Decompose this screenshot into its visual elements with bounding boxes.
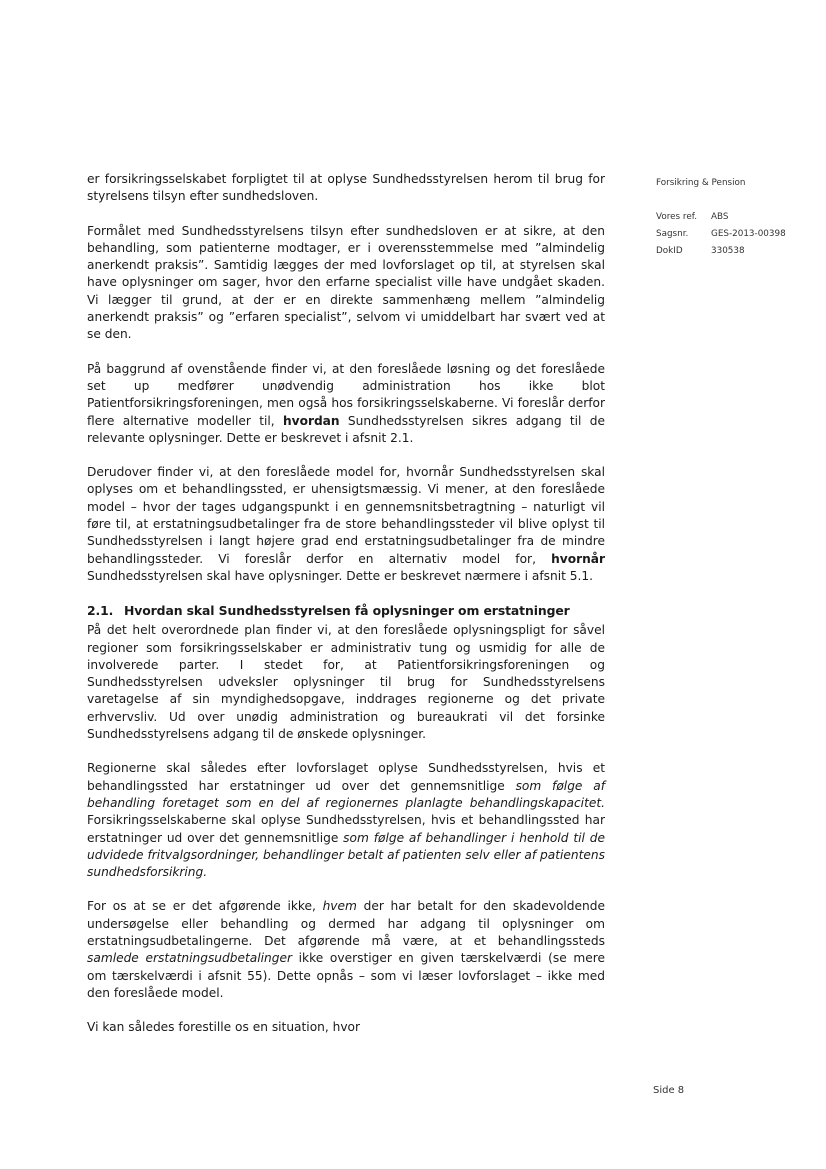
reference-label: Vores ref.: [656, 212, 698, 222]
emphasis-bold: hvordan: [282, 413, 340, 428]
case-number-value: GES-2013-00398: [711, 229, 786, 239]
section-title: Hvordan skal Sundhedsstyrelsen få oplysninger om erstatninger: [124, 603, 570, 619]
paragraph: Derudover finder vi, at den foreslåede model for, hvornår Sundhedsstyrelsen skal oplyses om et behandlingssted, er uhensigtsmæssig. Vi mener, at den foreslåede model – hvor der tages udgangspunkt i en gennemsnitsbetragtning – naturligt vil føre til, at erstatningsudbetalinger fra de store behandlingssteder vil blive oplyst til Sundhedsstyrelsen i langt højere grad end erstatningsudbetalinger fra de mindre behandlingssteder. Vi foreslår derfor en alternativ model for, hvornår Sundhedsstyrelsen skal have oplysninger. Dette er beskrevet nærmere i afsnit 5.1.: [87, 465, 605, 583]
paragraph: På det helt overordnede plan finder vi, at den foreslåede oplysningspligt for såvel regioner som forsikringsselskaber er administrativ tung og usmidig for alle de involverede parter. I stedet for, at Patientforsikringsforeningen og Sundhedsstyrelsen udveksler oplysninger til brug for Sundhedsstyrelsens varetagelse af sin myndighedsopgave, inddrages regionerne og det private erhvervsliv. Ud over unødig administration og bureaukrati vil det forsinke Sundhedsstyrelsens adgang til de ønskede oplysninger.: [87, 623, 605, 742]
paragraph: Regionerne skal således efter lovforslaget oplyse Sundhedsstyrelsen, hvis et behandlingssted har erstatninger ud over det gennemsnitlige som følge af behandling foretaget som en del af regionernes planlagte behandlingskapacitet. Forsikringsselskaberne skal oplyse Sundhedsstyrelsen, hvis et behandlingssted har erstatninger ud over det gennemsnitlige som følge af behandlinger i henhold til de udvidede fritvalgsordninger, behandlinger betalt af patienten selv eller af patientens sundhedsforsikring.: [87, 761, 605, 880]
paragraph: For os at se er det afgørende ikke, hvem der har betalt for den skadevoldende undersøgelse eller behandling og dermed har adgang til oplysninger om erstatningsudbetalingerne. Det afgørende må være, at et behandlingssteds samlede erstatningsudbetalinger ikke overstiger en given tærskelværdi (se mere om tærskelværdi i afsnit 55). Dette opnås – som vi læser lovforslaget – ikke med den foreslåede model.: [87, 899, 605, 1000]
paragraph: er forsikringsselskabet forpligtet til at oplyse Sundhedsstyrelsen herom til brug for styrelsens tilsyn efter sundhedsloven.: [87, 172, 605, 204]
document-body: [87, 171, 605, 1036]
paragraph: På baggrund af ovenstående finder vi, at den foreslåede løsning og det foreslåede set up medfører unødvendig administration hos ikke blot Patientforsikringsforeningen, men også hos forsikringsselskaberne. Vi foreslår derfor flere alternative modeller til, hvordan Sundhedsstyrelsen sikres adgang til de relevante oplysninger. Dette er beskrevet i afsnit 2.1.: [87, 361, 605, 445]
document-reference-block: [656, 175, 816, 260]
section-number: 2.1.: [87, 603, 114, 619]
case-number-label: Sagsnr.: [656, 229, 689, 239]
paragraph: Formålet med Sundhedsstyrelsens tilsyn efter sundhedsloven er at sikre, at den behandling, som patienterne modtager, er i overensstemmelse med ”almindelig anerkendt praksis”. Samtidig lægges der med lovforslaget op til, at styrelsen skal have oplysninger om sager, hvor den erfarne specialist ville have undgået skaden. Vi lægger til grund, at der er en direkte sammenhæng mellem ”almindelig anerkendt praksis” og ”erfaren specialist”, selvom vi umiddelbart har svært ved at se den.: [87, 223, 605, 342]
doc-id-row: [656, 243, 816, 260]
reference-value: ABS: [711, 212, 729, 222]
organization-name: Forsikring & Pension: [656, 178, 746, 188]
emphasis-italic: samlede erstatningsudbetalinger: [87, 951, 292, 966]
case-number-row: [656, 226, 816, 243]
emphasis-bold: hvornår: [551, 551, 605, 566]
paragraph: Vi kan således forestille os en situation, hvor: [87, 1020, 361, 1035]
emphasis-italic: som følge af behandlinger i henhold til de udvidede fritvalgsordninger, behandlinger betalt af patienten selv eller af patientens sundhedsforsikring.: [87, 830, 605, 880]
doc-id-value: 330538: [711, 246, 745, 256]
section-heading: [87, 602, 605, 620]
page-number: Side 8: [653, 1085, 685, 1096]
doc-id-label: DokID: [656, 246, 683, 256]
emphasis-italic: som følge af behandling foretaget som en del af regionernes planlagte behandlingskapacitet.: [87, 778, 605, 810]
emphasis-italic: hvem: [322, 899, 357, 914]
reference-row: [656, 209, 816, 226]
